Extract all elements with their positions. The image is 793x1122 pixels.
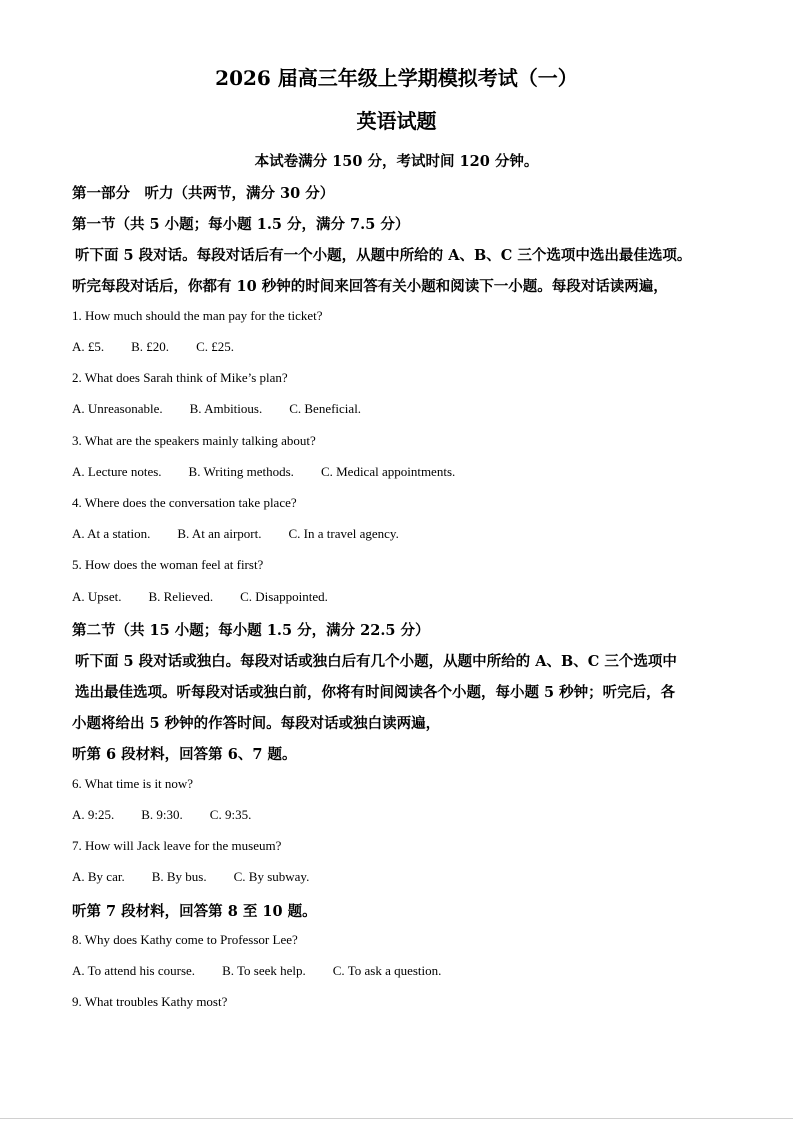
question-text: 9. What troubles Kathy most? <box>72 994 228 1009</box>
question-text: 5. How does the woman feel at first? <box>72 557 264 572</box>
option-b[interactable]: B. Writing methods. <box>188 464 294 479</box>
question-text: 6. What time is it now? <box>72 776 194 791</box>
section2-instruction-line: 小题将给出 5 秒钟的作答时间。每段对话或独白读两遍， <box>72 715 441 732</box>
answer-options <box>72 464 455 480</box>
part1-heading: 第一部分 听力（共两节，满分 30 分） <box>72 185 335 202</box>
option-c[interactable]: C. Disappointed. <box>240 589 328 604</box>
question-text: 2. What does Sarah think of Mike’s plan? <box>72 370 288 385</box>
option-a[interactable]: A. Lecture notes. <box>72 464 162 479</box>
answer-options <box>72 526 399 542</box>
answer-options <box>72 339 234 355</box>
option-a[interactable]: A. By car. <box>72 869 125 884</box>
option-c[interactable]: C. 9:35. <box>209 807 252 822</box>
option-b[interactable]: B. By bus. <box>151 869 207 884</box>
page-bottom-divider <box>0 1118 793 1119</box>
option-b[interactable]: B. Relieved. <box>148 589 214 604</box>
option-a[interactable]: A. £5. <box>72 339 105 354</box>
question-text: 1. How much should the man pay for the ticket? <box>72 308 323 323</box>
option-b[interactable]: B. To seek help. <box>222 963 306 978</box>
option-b[interactable]: B. Ambitious. <box>189 401 263 416</box>
section1-heading: 第一节（共 5 小题；每小题 1.5 分，满分 7.5 分） <box>72 216 410 233</box>
option-c[interactable]: C. Beneficial. <box>289 401 362 416</box>
section1-instruction-line: 听完每段对话后，你都有 10 秒钟的时间来回答有关小题和阅读下一小题。每段对话读两遍， <box>72 278 668 295</box>
section2-instruction-line: 听下面 5 段对话或独白。每段对话或独白后有几个小题，从题中所给的 A、B、C 三个选项中 <box>75 653 677 670</box>
answer-options <box>72 807 251 823</box>
question-text: 8. Why does Kathy come to Professor Lee? <box>72 932 298 947</box>
question-text: 3. What are the speakers mainly talking about? <box>72 433 316 448</box>
question-text: 7. How will Jack leave for the museum? <box>72 838 282 853</box>
exam-note: 本试卷满分 150 分，考试时间 120 分钟。 <box>254 153 539 170</box>
option-a[interactable]: A. At a station. <box>72 526 151 541</box>
option-c[interactable]: C. By subway. <box>233 869 310 884</box>
answer-options <box>72 963 441 979</box>
answer-options <box>72 401 361 417</box>
option-b[interactable]: B. £20. <box>131 339 170 354</box>
option-b[interactable]: B. At an airport. <box>177 526 262 541</box>
section2-instruction-line: 选出最佳选项。听每段对话或独白前，你将有时间阅读各个小题，每小题 5 秒钟；听完后，各 <box>75 684 676 701</box>
option-b[interactable]: B. 9:30. <box>141 807 183 822</box>
option-a[interactable]: A. To attend his course. <box>72 963 196 978</box>
option-c[interactable]: C. To ask a question. <box>332 963 442 978</box>
exam-title: 2026 届高三年级上学期模拟考试（一） <box>215 66 578 90</box>
option-a[interactable]: A. 9:25. <box>72 807 115 822</box>
material-heading: 听第 6 段材料，回答第 6、7 题。 <box>72 746 297 763</box>
section2-heading: 第二节（共 15 小题；每小题 1.5 分，满分 22.5 分） <box>72 622 430 639</box>
answer-options <box>72 869 309 885</box>
answer-options <box>72 589 328 605</box>
option-c[interactable]: C. Medical appointments. <box>320 464 456 479</box>
option-a[interactable]: A. Upset. <box>72 589 122 604</box>
question-text: 4. Where does the conversation take place? <box>72 495 297 510</box>
section1-instruction-line: 听下面 5 段对话。每段对话后有一个小题，从题中所给的 A、B、C 三个选项中选出最佳选项。 <box>75 247 692 264</box>
option-c[interactable]: C. In a travel agency. <box>288 526 399 541</box>
material-heading: 听第 7 段材料，回答第 8 至 10 题。 <box>72 903 317 920</box>
option-c[interactable]: C. £25. <box>196 339 234 354</box>
option-a[interactable]: A. Unreasonable. <box>72 401 163 416</box>
exam-subject: 英语试题 <box>356 109 437 133</box>
